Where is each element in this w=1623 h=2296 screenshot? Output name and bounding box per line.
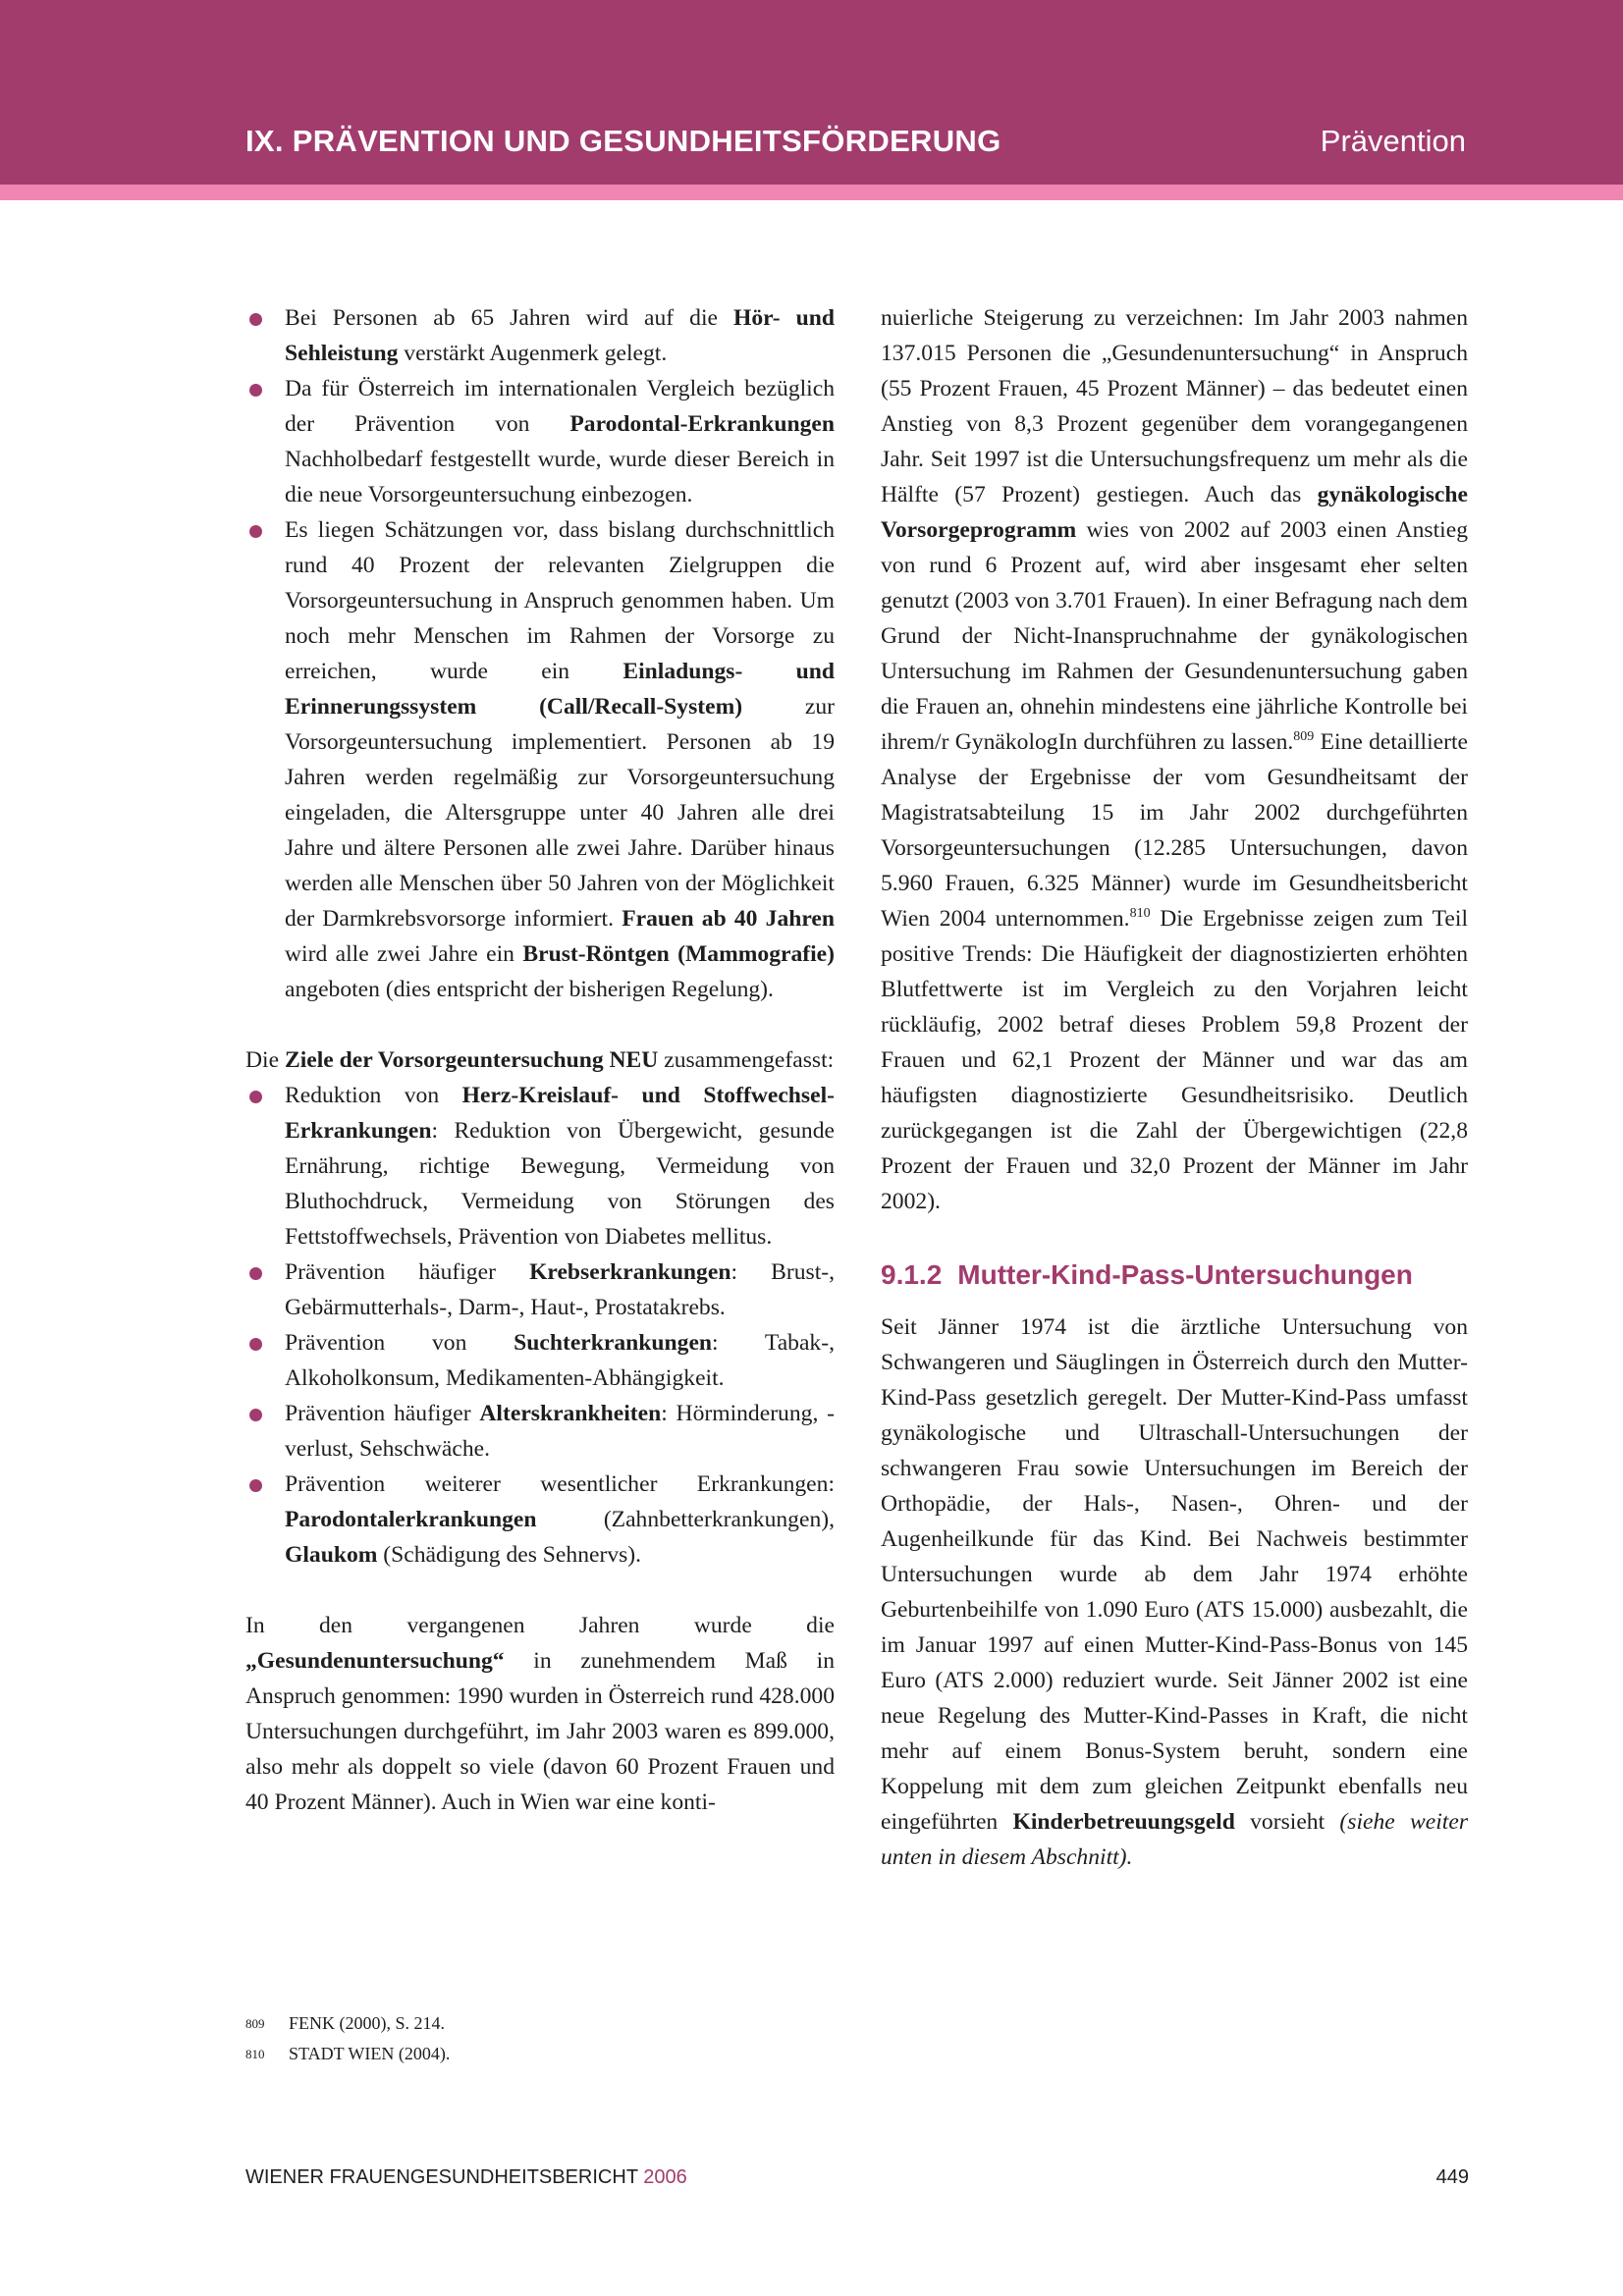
list-item: Da für Österreich im internationalen Vergleich bezüglich der Prävention von Parodontal-Erkrankungen Nachholbedarf festgestellt wurde, wurde dieser Bereich in die neue Vorsorgeuntersuchung einbezogen. bbox=[245, 371, 835, 512]
list-item: Prävention häufiger Alterskrankheiten: Hörminderung, -verlust, Sehschwäche. bbox=[245, 1396, 835, 1467]
left-column bbox=[245, 300, 835, 1820]
continuation-paragraph: nuierliche Steigerung zu verzeichnen: Im Jahr 2003 nahmen 137.015 Personen die „Gesundenuntersuchung“ in Anspruch (55 Prozent Frauen, 45 Prozent Männer) – das bedeutet einen Anstieg von 8,3 Prozent gegenüber dem vorangegangenen Jahr. Seit 1997 ist die Untersuchungsfrequenz um mehr als die Hälfte (57 Prozent) gestiegen. Auch das gynäkologische Vorsorgeprogramm wies von 2002 auf 2003 einen Anstieg von rund 6 Prozent auf, wird aber insgesamt eher selten genutzt (2003 von 3.701 Frauen). In einer Befragung nach dem Grund der Nicht-Inanspruchnahme der gynäkologischen Untersuchung im Rahmen der Gesundenuntersuchung gaben die Frauen an, ohnehin mindestens eine jährliche Kontrolle bei ihrem/r GynäkologIn durchführen zu lassen.$^{809}$ Eine detaillierte Analyse der Ergebnisse der vom Gesundheitsamt der Magistratsabteilung 15 im Jahr 2002 durchgeführten Vorsorgeuntersuchungen (12.285 Untersuchungen, davon 5.960 Frauen, 6.325 Männer) wurde im Gesundheitsbericht Wien 2004 unternommen.$^{810}$ Die Ergebnisse zeigen zum Teil positive Trends: Die Häufigkeit der diagnostizierten erhöhten Blutfettwerte ist im Vergleich zu den Vorjahren leicht rückläufig, 2002 betraf dieses Problem 59,8 Prozent der Frauen und 62,1 Prozent der Männer und war das am häufigsten diagnostizierte Gesundheitsrisiko. Deutlich zurückgegangen ist die Zahl der Übergewichtigen (22,8 Prozent der Frauen und 32,0 Prozent der Männer im Jahr 2002). bbox=[881, 305, 1469, 1214]
right-column bbox=[881, 300, 1468, 1875]
list-item: Prävention weiterer wesentlicher Erkrankungen: Parodontalerkrankungen (Zahnbetterkrankungen), Glaukom (Schädigung des Sehnervs). bbox=[245, 1467, 835, 1573]
footer-year: 2006 bbox=[643, 2166, 687, 2188]
footnotes bbox=[245, 2008, 835, 2069]
section-number: 9.1.2 bbox=[881, 1259, 943, 1290]
section-title: Mutter-Kind-Pass-Untersuchungen bbox=[957, 1259, 1413, 1290]
page-number: 449 bbox=[1435, 2166, 1469, 2188]
section-heading bbox=[881, 1258, 1468, 1292]
checkup-paragraph: In den vergangenen Jahren wurde die „Gesundenuntersuchung“ in zunehmendem Maß in Anspruch genommen: 1990 wurden in Österreich rund 428.000 Untersuchungen durchgeführt, im Jahr 2003 waren es 899.000, also mehr als doppelt so viele (davon 60 Prozent Frauen und 40 Prozent Männer). Auch in Wien war eine konti- bbox=[245, 1613, 835, 1815]
list-item: Reduktion von Herz-Kreislauf- und Stoffwechsel-Erkrankungen: Reduktion von Übergewicht, gesunde Ernährung, richtige Bewegung, Vermeidung von Bluthochdruck, Vermeidung von Störungen des Fettstoffwechsels, Prävention von Diabetes mellitus. bbox=[245, 1078, 835, 1255]
footnote-ref[interactable]: 810 bbox=[1129, 906, 1151, 922]
goals-intro-paragraph: Die Ziele der Vorsorgeuntersuchung NEU zusammengefasst: bbox=[245, 1047, 835, 1073]
bullet-list-measures bbox=[245, 300, 835, 1007]
footnote: 809 FENK (2000), S. 214. bbox=[245, 2013, 446, 2033]
header-stripe bbox=[0, 185, 1623, 200]
bullet-list-goals bbox=[245, 1078, 835, 1573]
page-header-band bbox=[0, 0, 1623, 185]
list-item: Es liegen Schätzungen vor, dass bislang durchschnittlich rund 40 Prozent der relevanten Zielgruppen die Vorsorgeuntersuchung in Anspruch genommen haben. Um noch mehr Menschen im Rahmen der Vorsorge zu erreichen, wurde ein Einladungs- und Erinnerungssystem (Call/Recall-System) zur Vorsorgeuntersuchung implementiert. Personen ab 19 Jahren werden regelmäßig zur Vorsorgeuntersuchung eingeladen, die Altersgruppe unter 40 Jahren alle drei Jahre und ältere Personen alle zwei Jahre. Darüber hinaus werden alle Menschen über 50 Jahren von der Möglichkeit der Darmkrebsvorsorge informiert. Frauen ab 40 Jahren wird alle zwei Jahre ein Brust-Röntgen (Mammografie) angeboten (dies entspricht der bisherigen Regelung). bbox=[245, 512, 835, 1007]
list-item: Prävention häufiger Krebserkrankungen: Brust-, Gebärmutterhals-, Darm-, Haut-, Prostatakrebs. bbox=[245, 1255, 835, 1325]
list-item: Prävention von Suchterkrankungen: Tabak-, Alkoholkonsum, Medikamenten-Abhängigkeit. bbox=[245, 1325, 835, 1396]
section-label: Prävention bbox=[1320, 124, 1466, 158]
mutter-kind-pass-paragraph: Seit Jänner 1974 ist die ärztliche Untersuchung von Schwangeren und Säuglingen in Österreich durch den Mutter-Kind-Pass gesetzlich geregelt. Der Mutter-Kind-Pass umfasst gynäkologische und Ultraschall-Untersuchungen der schwangeren Frau sowie Untersuchungen im Bereich der Orthopädie, der Hals-, Nasen-, Ohren- und der Augenheilkunde für das Kind. Bei Nachweis bestimmter Untersuchungen wurde ab dem Jahr 1974 erhöhte Geburtenbeihilfe von 1.090 Euro (ATS 15.000) ausbezahlt, die im Januar 1997 auf einen Mutter-Kind-Pass-Bonus von 145 Euro (ATS 2.000) reduziert wurde. Seit Jänner 2002 ist eine neue Regelung des Mutter-Kind-Passes in Kraft, die nicht mehr auf einem Bonus-System beruht, sondern eine Koppelung mit dem zum gleichen Zeitpunkt ebenfalls neu eingeführten Kinderbetreuungsgeld vorsieht (siehe weiter unten in diesem Abschnitt). bbox=[881, 1314, 1468, 1870]
footer-title: WIENER FRAUENGESUNDHEITSBERICHT 2006 bbox=[245, 2166, 687, 2188]
footnote-ref[interactable]: 809 bbox=[1293, 729, 1315, 745]
chapter-title: IX. PRÄVENTION UND GESUNDHEITSFÖRDERUNG bbox=[245, 124, 1001, 158]
list-item: Bei Personen ab 65 Jahren wird auf die Hör- und Sehleistung verstärkt Augenmerk gelegt. bbox=[245, 300, 835, 371]
footnote: 810 STADT WIEN (2004). bbox=[245, 2044, 451, 2063]
